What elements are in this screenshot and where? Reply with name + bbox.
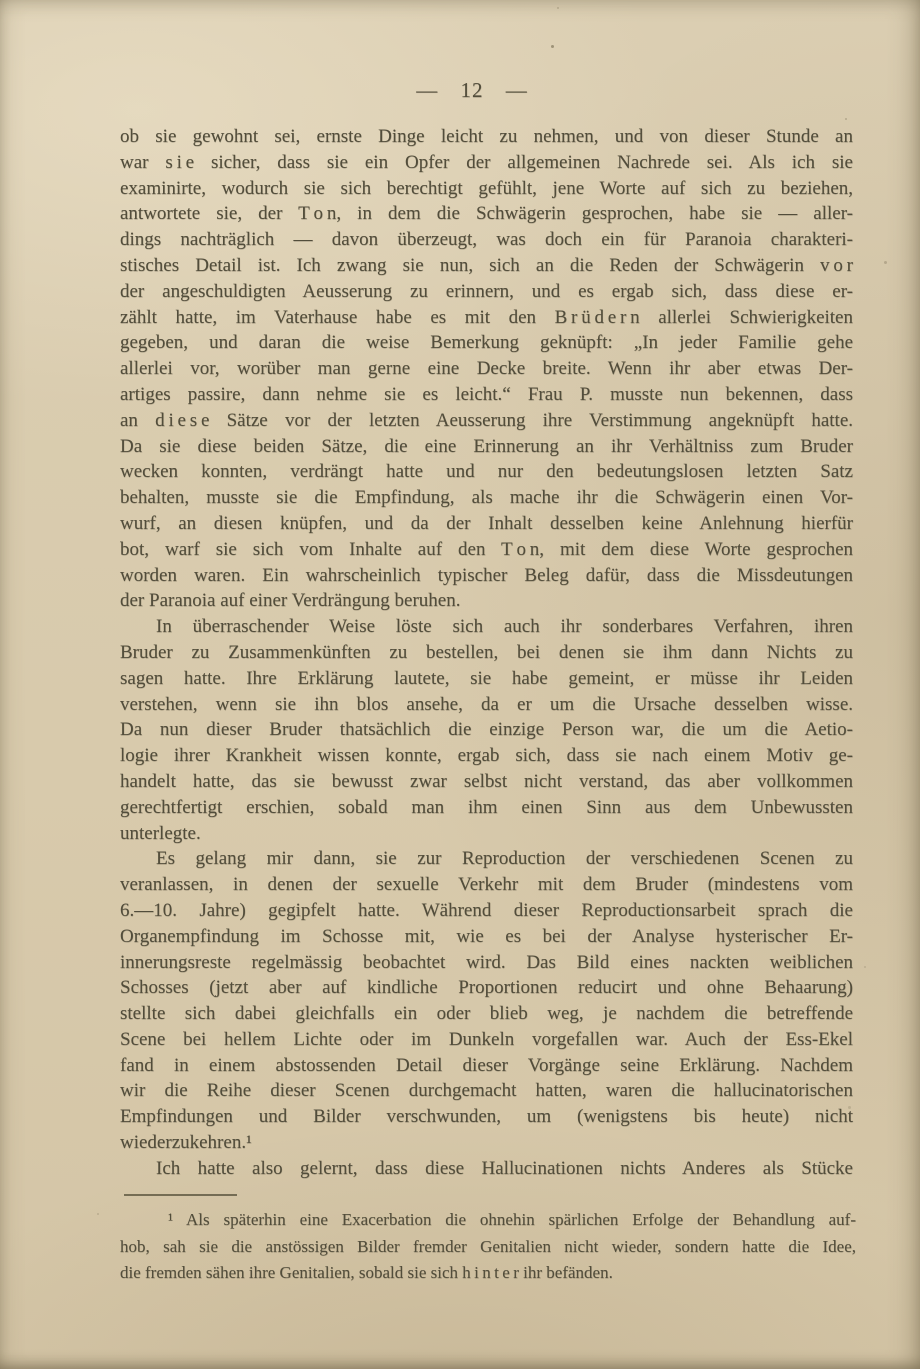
text-line: In überraschender Weise löste sich auch ihr sonderbares Verfahren, ihren xyxy=(156,616,853,638)
text-line: Da nun dieser Bruder thatsächlich die einzige Person war, die um die Aetio- xyxy=(120,719,853,741)
text-line: behalten, musste sie die Empfindung, als mache ihr die Schwägerin einen Vor- xyxy=(120,487,853,509)
text-line: stellte sich dabei gleichfalls ein oder blieb weg, je nachdem die betreffende xyxy=(120,1003,853,1025)
text-line: sagen hatte. Ihre Erklärung lautete, sie habe gemeint, er müsse ihr Leiden xyxy=(120,667,853,689)
text-line: Scene bei hellem Lichte oder im Dunkeln vorgefallen war. Auch der Ess-Ekel xyxy=(120,1028,853,1050)
text-line: Organempfindung im Schosse mit, wie es bei der Analyse hysterischer Er- xyxy=(120,925,853,947)
text-line: stisches Detail ist. Ich zwang sie nun, sich an die Reden der Schwägerin v o r xyxy=(120,254,853,276)
paper-speck xyxy=(551,45,554,48)
text-line: dings nachträglich — davon überzeugt, was doch ein für Paranoia charakteri- xyxy=(120,229,853,251)
text-line: innerungsreste regelmässig beobachtet wird. Das Bild eines nackten weiblichen xyxy=(120,951,853,973)
text-line: bot, warf sie sich vom Inhalte auf den T o n, mit dem diese Worte gesprochen xyxy=(120,538,853,560)
text-line: allerlei vor, worüber man gerne eine Decke breite. Wenn ihr aber etwas Der- xyxy=(120,358,853,380)
text-line: veranlassen, in denen der sexuelle Verkehr mit dem Bruder (mindestens vom xyxy=(120,874,853,896)
text-line: wecken konnten, verdrängt hatte und nur den bedeutungslosen letzten Satz xyxy=(120,461,853,483)
text-line: der angeschuldigten Aeusserung zu erinnern, und es ergab sich, dass diese er- xyxy=(120,280,853,302)
text-line: Bruder zu Zusammenkünften zu bestellen, bei denen sie ihm dann Nichts zu xyxy=(120,641,853,663)
text-line: antwortete sie, der T o n, in dem die Schwägerin gesprochen, habe sie — aller- xyxy=(120,203,853,225)
footnote-rule xyxy=(124,1194,237,1196)
text-line: gerechtfertigt erschien, sobald man ihm einen Sinn aus dem Unbewussten xyxy=(120,796,853,818)
paper-speck xyxy=(845,118,847,120)
text-line: artiges passire, dann nehme sie es leicht.“ Frau P. musste nun bekennen, dass xyxy=(120,383,853,405)
text-line: der Paranoia auf einer Verdrängung beruhen. xyxy=(120,590,461,612)
text-line: Schosses (jetzt aber auf kindliche Proportionen reducirt und ohne Behaarung) xyxy=(120,977,853,999)
paper-speck xyxy=(864,966,866,968)
body-text xyxy=(120,124,853,1182)
paper-speck xyxy=(557,7,559,9)
text-line: handelt hatte, das sie bewusst zwar selbst nicht verstand, das aber vollkommen xyxy=(120,770,853,792)
text-line: wurf, an diesen knüpfen, und da der Inhalt desselben keine Anlehnung hierfür xyxy=(120,512,853,534)
text-line: Es gelang mir dann, sie zur Reproduction der verschiedenen Scenen zu xyxy=(156,848,853,870)
footnote-line: die fremden sähen ihre Genitalien, sobald sie sich h i n t e r ihr befänden. xyxy=(120,1263,613,1282)
text-line: unterlegte. xyxy=(120,822,201,844)
footnote-line: ¹ Als späterhin eine Exacerbation die ohnehin spärlichen Erfolge der Behandlung auf- xyxy=(168,1210,856,1229)
text-line: an d i e s e Sätze vor der letzten Aeusserung ihre Verstimmung angeknüpft hatte. xyxy=(120,409,853,431)
text-line: wir die Reihe dieser Scenen durchgemacht hatten, waren die hallucinatorischen xyxy=(120,1080,853,1102)
text-line: fand in einem abstossenden Detail dieser Vorgänge seine Erklärung. Nachdem xyxy=(120,1054,853,1076)
text-line: Ich hatte also gelernt, dass diese Hallucinationen nichts Anderes als Stücke xyxy=(156,1157,853,1179)
text-line: gegeben, und daran die weise Bemerkung geknüpft: „In jeder Familie gehe xyxy=(120,332,853,354)
paper-speck xyxy=(97,1213,99,1215)
page-number: — 12 — xyxy=(416,78,528,102)
text-line: logie ihrer Krankheit wissen konnte, ergab sich, dass sie nach einem Motiv ge- xyxy=(120,745,853,767)
text-line: verstehen, wenn sie ihn blos ansehe, da er um die Ursache desselben wisse. xyxy=(120,693,853,715)
paper-speck xyxy=(884,261,887,264)
text-line: zählt hatte, im Vaterhause habe es mit den B r ü d e r n allerlei Schwierigkeiten xyxy=(120,306,853,328)
text-line: Empfindungen und Bilder verschwunden, um (wenigstens bis heute) nicht xyxy=(120,1106,853,1128)
footnote-line: hob, sah sie die anstössigen Bilder fremder Genitalien nicht wieder, sondern hatte die Idee, xyxy=(120,1236,856,1256)
text-line: examinirte, wodurch sie sich berechtigt gefühlt, jene Worte auf sich zu beziehen, xyxy=(120,177,853,199)
text-line: war s i e sicher, dass sie ein Opfer der allgemeinen Nachrede sei. Als ich sie xyxy=(120,151,853,173)
text-line: Da sie diese beiden Sätze, die eine Erinnerung an ihr Verhältniss zum Bruder xyxy=(120,435,853,457)
text-line: ob sie gewohnt sei, ernste Dinge leicht zu nehmen, und von dieser Stunde an xyxy=(120,126,853,147)
text-line: worden waren. Ein wahrscheinlich typischer Beleg dafür, dass die Missdeutungen xyxy=(120,564,853,586)
footnote xyxy=(120,1207,856,1287)
text-line: 6.—10. Jahre) gegipfelt hatte. Während dieser Reproductionsarbeit sprach die xyxy=(120,899,853,921)
text-line: wiederzukehren.¹ xyxy=(120,1132,252,1154)
